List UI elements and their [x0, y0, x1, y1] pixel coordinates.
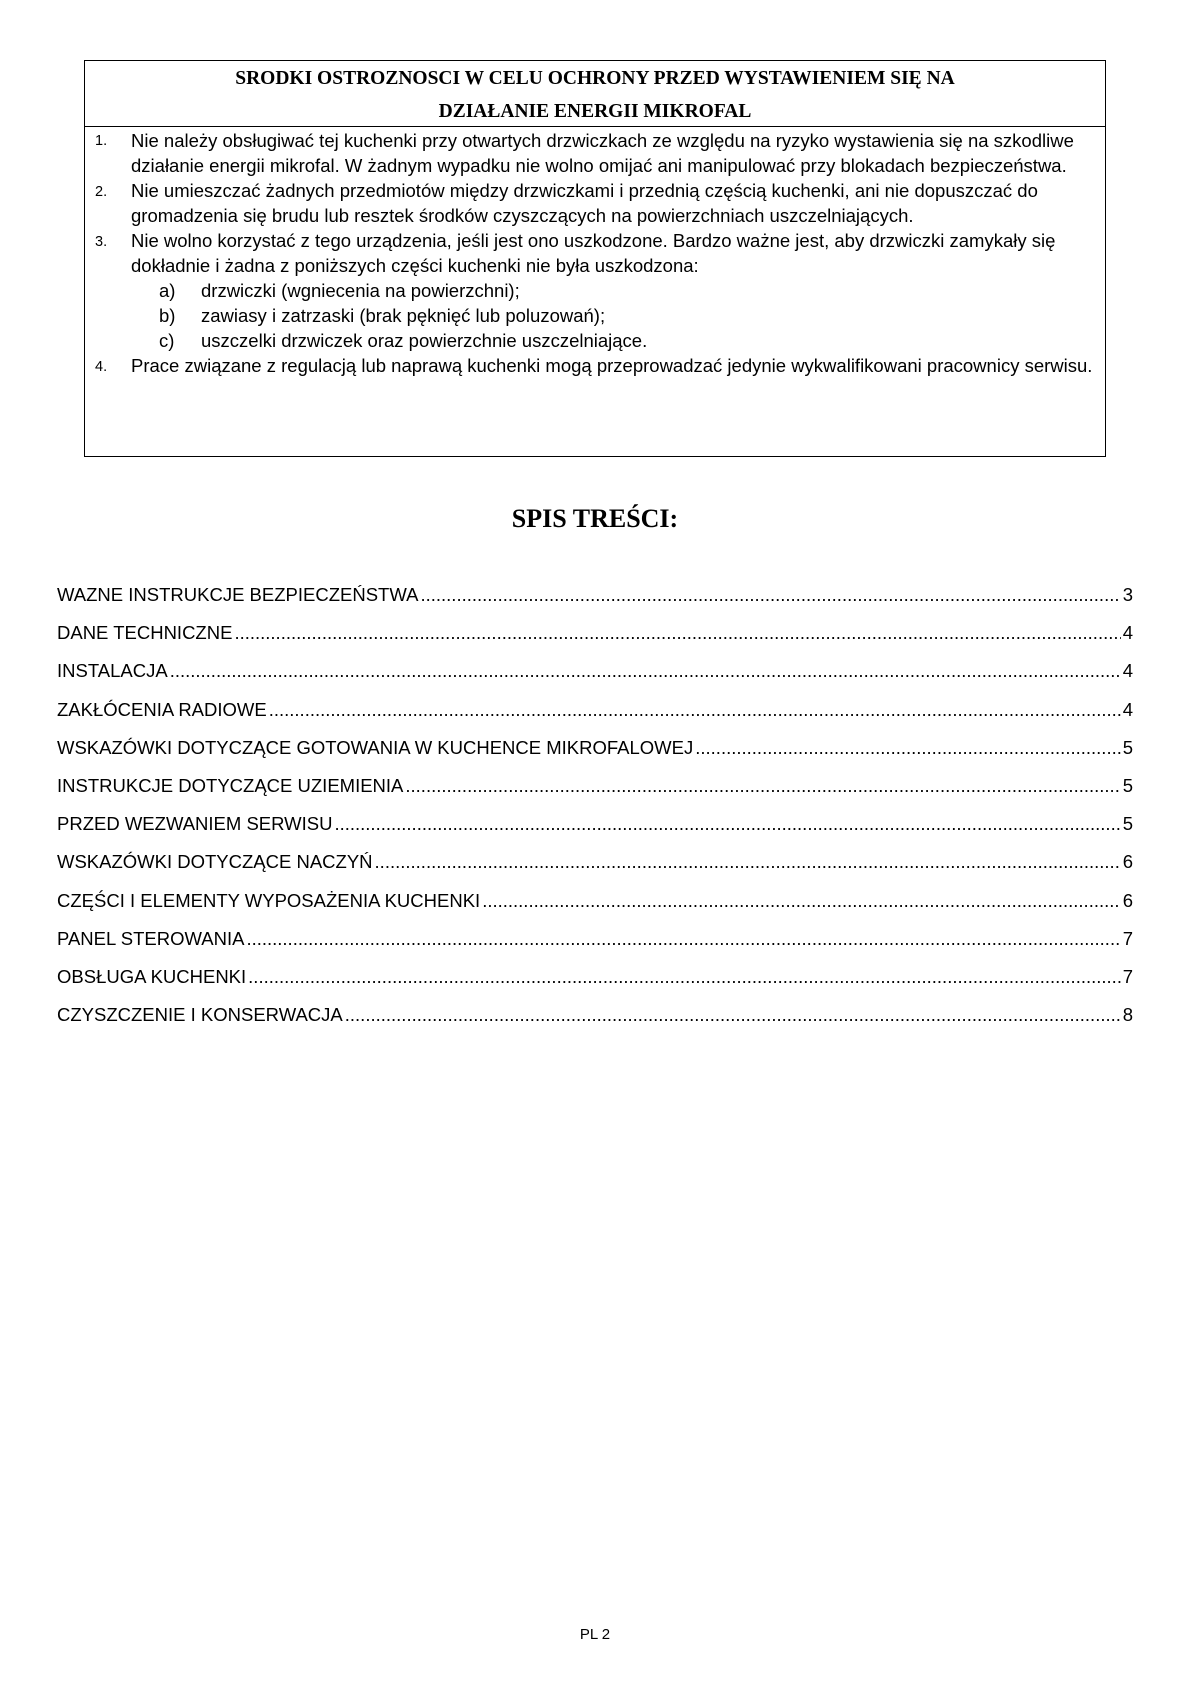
- toc-entry-label: CZYSZCZENIE I KONSERWACJA: [57, 1004, 343, 1026]
- toc-entry-page: 8: [1122, 1004, 1133, 1026]
- safety-item: [85, 353, 1097, 378]
- safety-subitem-letter: b): [159, 305, 176, 326]
- toc-entry-page: 6: [1122, 851, 1133, 873]
- toc-title: SPIS TREŚCI:: [511, 504, 679, 533]
- safety-subitem: [159, 278, 1097, 303]
- toc-leader-dots: [375, 850, 1121, 874]
- safety-item-number: 4.: [95, 359, 108, 375]
- table-of-contents: [57, 583, 1133, 1041]
- toc-entry-label: INSTRUKCJE DOTYCZĄCE UZIEMIENIA: [57, 774, 404, 796]
- toc-entry-page: 4: [1122, 698, 1133, 720]
- toc-entry[interactable]: [57, 736, 1133, 774]
- toc-entry-page: 4: [1122, 660, 1133, 682]
- safety-heading: [85, 61, 1105, 127]
- toc-entry[interactable]: [57, 889, 1133, 927]
- toc-entry-label: INSTALACJA: [57, 660, 168, 682]
- toc-entry[interactable]: [57, 850, 1133, 888]
- safety-subitem-text: zawiasy i zatrzaski (brak pęknięć lub poluzowań);: [201, 305, 606, 326]
- safety-item-number: 1.: [95, 133, 108, 149]
- safety-subitem-text: uszczelki drzwiczek oraz powierzchnie uszczelniające.: [201, 330, 648, 351]
- toc-entry-page: 4: [1122, 622, 1133, 644]
- toc-leader-dots: [269, 698, 1121, 722]
- safety-item-text: Prace związane z regulacją lub naprawą kuchenki mogą przeprowadzać jedynie wykwalifikowani pracownicy serwisu.: [131, 355, 1093, 376]
- safety-subitem-text: drzwiczki (wgniecenia na powierzchni);: [201, 280, 520, 301]
- toc-entry[interactable]: [57, 1003, 1133, 1041]
- toc-entry-page: 7: [1122, 965, 1133, 987]
- toc-leader-dots: [420, 583, 1120, 607]
- page-number: PL 2: [579, 1626, 611, 1643]
- toc-entry-label: PRZED WEZWANIEM SERWISU: [57, 813, 333, 835]
- toc-entry-page: 6: [1122, 889, 1133, 911]
- toc-leader-dots: [248, 965, 1121, 989]
- safety-heading-line-2: DZIAŁANIE ENERGII MIKROFAL: [438, 101, 752, 122]
- toc-leader-dots: [334, 812, 1120, 836]
- safety-list: [85, 127, 1105, 378]
- toc-leader-dots: [482, 889, 1121, 913]
- toc-entry-label: WSKAZÓWKI DOTYCZĄCE NACZYŃ: [57, 851, 373, 873]
- safety-item: [85, 178, 1097, 228]
- toc-entry[interactable]: [57, 927, 1133, 965]
- safety-subitem-letter: a): [159, 280, 176, 301]
- safety-subitem-letter: c): [159, 330, 175, 351]
- toc-leader-dots: [246, 927, 1120, 951]
- toc-entry-label: CZĘŚCI I ELEMENTY WYPOSAŻENIA KUCHENKI: [57, 889, 481, 911]
- toc-entry[interactable]: [57, 659, 1133, 697]
- toc-entry-label: PANEL STEROWANIA: [57, 927, 245, 949]
- safety-item-number: 2.: [95, 184, 108, 200]
- safety-item-text: Nie umieszczać żadnych przedmiotów między drzwiczkami i przednią częścią kuchenki, ani nie dopuszczać do gromadzenia się brudu lub resztek środków czyszczących na powierzchniach uszczelniających.: [131, 180, 1038, 226]
- toc-entry-page: 5: [1122, 774, 1133, 796]
- safety-item-text: Nie należy obsługiwać tej kuchenki przy otwartych drzwiczkach ze względu na ryzyko wystawienia się na szkodliwe działanie energii mikrofal. W żadnym wypadku nie wolno omijać ani manipulować przy blokadach bezpieczeństwa.: [131, 130, 1074, 176]
- toc-entry[interactable]: [57, 698, 1133, 736]
- safety-sublist: [131, 278, 1097, 353]
- toc-entry-page: 3: [1122, 584, 1133, 605]
- toc-entry-label: WSKAZÓWKI DOTYCZĄCE GOTOWANIA W KUCHENCE MIKROFALOWEJ: [57, 736, 694, 758]
- safety-subitem: [159, 303, 1097, 328]
- toc-entry-label: ZAKŁÓCENIA RADIOWE: [57, 698, 267, 720]
- toc-entry-page: 5: [1122, 813, 1133, 835]
- toc-entry-label: DANE TECHNICZNE: [57, 622, 233, 644]
- safety-precautions-box: [84, 60, 1106, 457]
- toc-entry-label: OBSŁUGA KUCHENKI: [57, 965, 247, 987]
- toc-leader-dots: [345, 1003, 1121, 1027]
- safety-item-number: 3.: [95, 234, 108, 250]
- toc-leader-dots: [170, 659, 1121, 683]
- safety-heading-line-1: SRODKI OSTROZNOSCI W CELU OCHRONY PRZED WYSTAWIENIEM SIĘ NA: [235, 68, 955, 89]
- toc-entry[interactable]: [57, 774, 1133, 812]
- toc-entry[interactable]: [57, 812, 1133, 850]
- safety-item-text: Nie wolno korzystać z tego urządzenia, jeśli jest ono uszkodzone. Bardzo ważne jest, aby drzwiczki zamykały się dokładnie i żadna z poniższych części kuchenki nie była uszkodzona:: [131, 230, 1056, 276]
- toc-entry-page: 5: [1122, 736, 1133, 758]
- safety-subitem: [159, 328, 1097, 353]
- toc-entry-page: 7: [1122, 927, 1133, 949]
- toc-leader-dots: [695, 736, 1120, 760]
- toc-entry[interactable]: [57, 583, 1133, 621]
- toc-entry-label: WAZNE INSTRUKCJE BEZPIECZEŃSTWA: [57, 584, 419, 605]
- toc-entry[interactable]: [57, 621, 1133, 659]
- safety-item: [85, 228, 1097, 353]
- toc-leader-dots: [234, 621, 1120, 645]
- toc-leader-dots: [405, 774, 1120, 798]
- toc-entry[interactable]: [57, 965, 1133, 1003]
- safety-item: [85, 127, 1097, 178]
